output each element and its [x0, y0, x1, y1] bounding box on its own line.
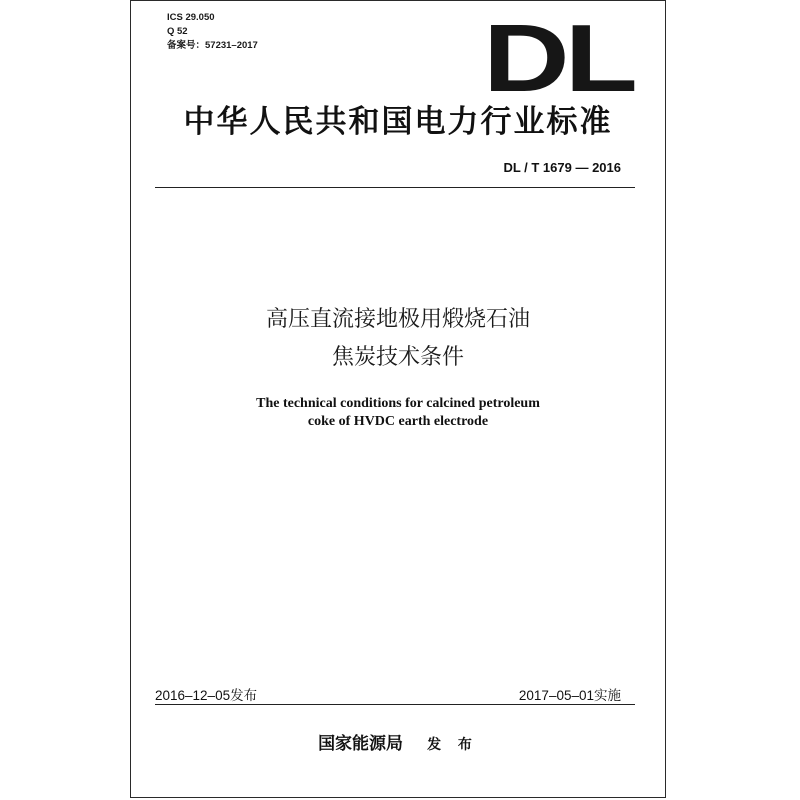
english-title: [131, 395, 665, 431]
dl-logo: DL: [483, 5, 633, 112]
chinese-title: [131, 301, 665, 377]
class-code: Q 52: [167, 26, 188, 37]
document-cover: [130, 0, 666, 798]
standard-code: DL / T 1679 — 2016: [503, 160, 621, 175]
ics-code: ICS 29.050: [167, 12, 215, 23]
english-title-line-2: coke of HVDC earth electrode: [307, 414, 489, 429]
header-divider: [155, 187, 635, 188]
issuer-line: [131, 729, 665, 754]
footer-divider: [155, 704, 635, 705]
chinese-title-line-1: 高压直流接地极用煅烧石油: [265, 307, 530, 332]
filing-number: 备案号：57231–2017: [167, 40, 258, 51]
org-title: 中华人民共和国电力行业标准: [183, 104, 613, 140]
classification-block: [167, 11, 258, 53]
issuer-name: 国家能源局: [318, 734, 404, 754]
issuer-action: 发 布: [427, 737, 478, 753]
english-title-line-1: The technical conditions for calcined petroleum: [256, 396, 540, 411]
effective-date: 2017–05–01实施: [518, 688, 621, 703]
chinese-title-line-2: 焦炭技术条件: [331, 345, 464, 370]
issue-date: 2016–12–05发布: [155, 688, 258, 703]
